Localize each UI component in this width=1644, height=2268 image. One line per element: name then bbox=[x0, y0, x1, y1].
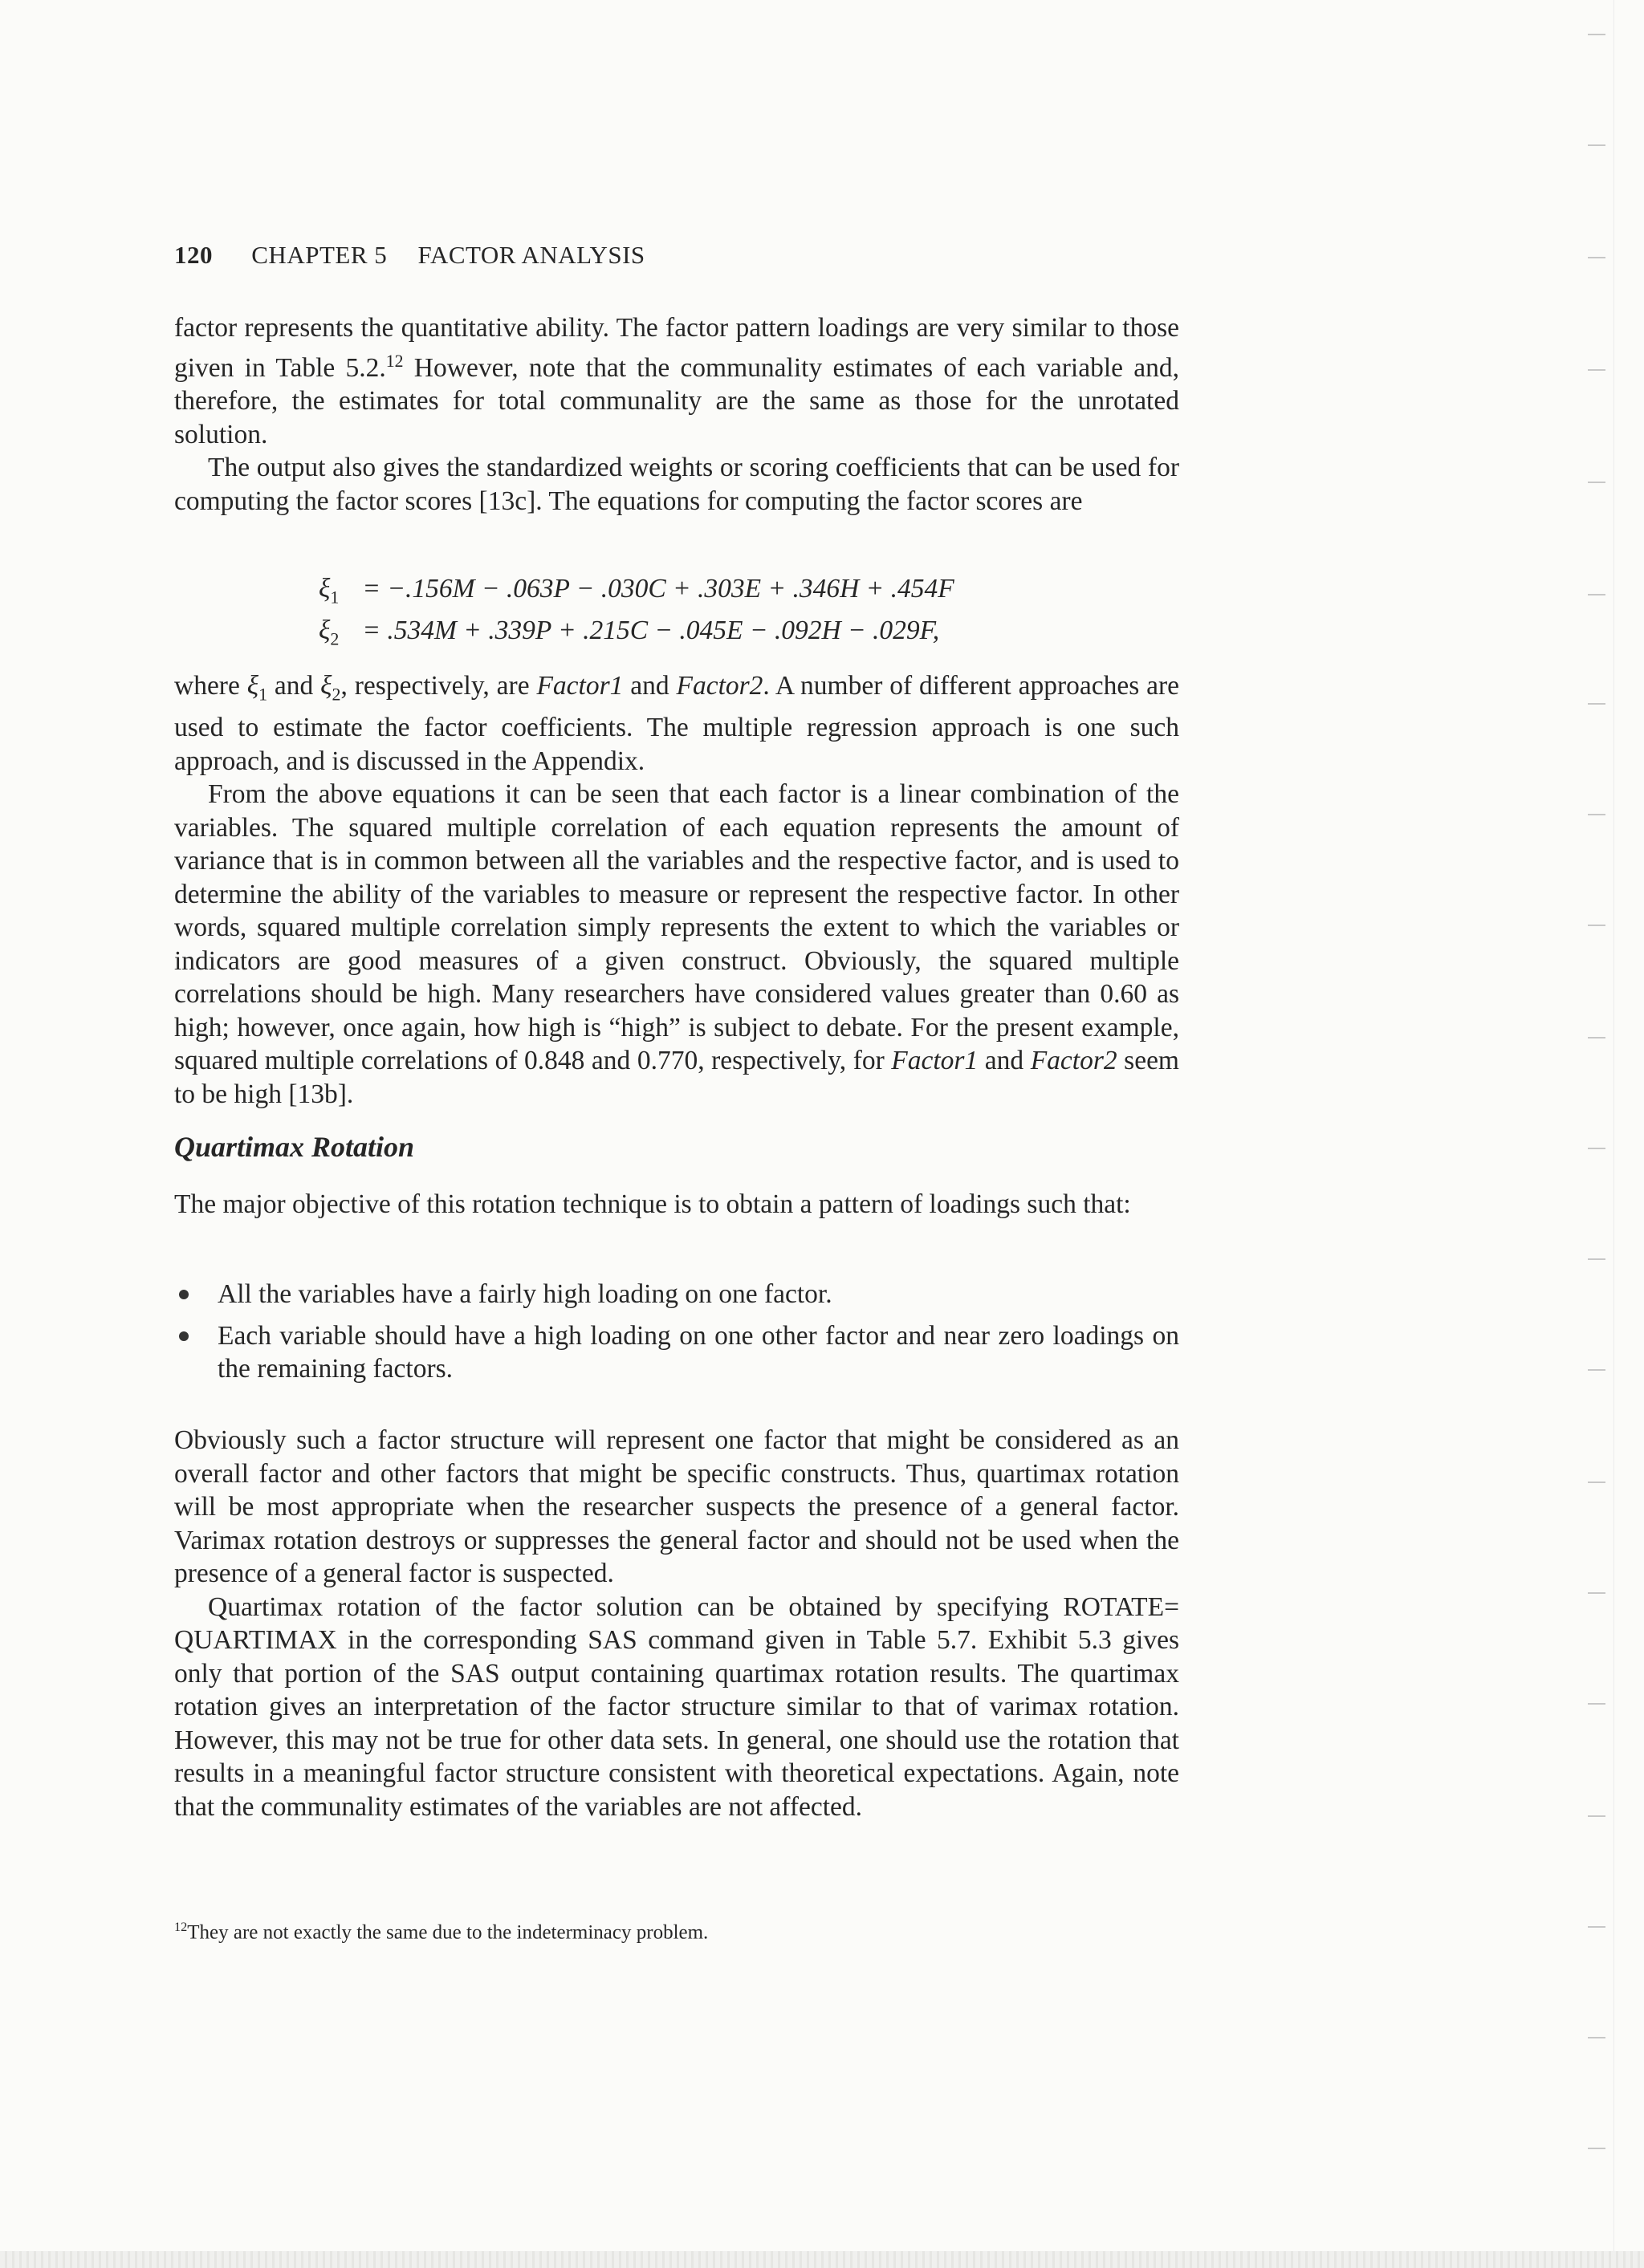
margin-mark bbox=[1588, 2148, 1605, 2149]
equation-1: $\xi_1 = -.156M - .063P - .030C + .303E + .346H + .454F$ bbox=[319, 574, 954, 608]
equation-2: $\xi_2 = .534M + .339P + .215C - .045E - .092H - .029F$, bbox=[319, 616, 940, 649]
paragraph-7: Quartimax rotation of the factor solution can be obtained by specifying ROTATE= QUARTIMAX in the corresponding SAS command given in Table 5.7. Exhibit 5.3 gives only that portion of the SAS output containing quartimax rotation results. The quartimax rotation gives an interpretation of the factor structure similar to that of varimax rotation. However, this may not be true for other data sets. In general, one should use the rotation that results in a meaningful factor structure consistent with theoretical expectations. Again, note that the communality estimates of the variables are not affected. bbox=[174, 1591, 1179, 1822]
bullet-dot bbox=[179, 1331, 189, 1341]
margin-mark bbox=[1588, 482, 1605, 483]
margin-mark bbox=[1588, 1926, 1605, 1928]
footnote-ref: 12 bbox=[385, 351, 404, 371]
margin-mark bbox=[1588, 1369, 1605, 1371]
list-item: All the variables have a fairly high loading on one factor. bbox=[174, 1278, 1179, 1311]
body-text-intro bbox=[174, 1188, 1179, 1221]
footnote-text: They are not exactly the same due to the indeterminacy problem. bbox=[187, 1921, 709, 1944]
margin-mark bbox=[1588, 1148, 1605, 1149]
margin-mark bbox=[1588, 1592, 1605, 1594]
margin-mark bbox=[1588, 34, 1605, 35]
body-text-middle bbox=[174, 669, 1179, 1111]
margin-mark bbox=[1588, 1482, 1605, 1483]
margin-mark bbox=[1588, 257, 1605, 258]
margin-mark bbox=[1588, 2037, 1605, 2038]
margin-mark bbox=[1588, 1815, 1605, 1817]
page-number: 120 bbox=[174, 241, 213, 269]
footnote-number: 12 bbox=[174, 1920, 188, 1934]
paragraph-2: The output also gives the standardized weights or scoring coefficients that can be used for computing the factor scores [13c]. The equations for computing the factor scores are bbox=[174, 453, 1179, 516]
margin-mark bbox=[1588, 703, 1605, 705]
running-header bbox=[174, 241, 645, 270]
section-heading: Quartimax Rotation bbox=[174, 1131, 415, 1163]
margin-mark bbox=[1588, 925, 1605, 926]
body-text-bottom bbox=[174, 1424, 1179, 1823]
margin-mark bbox=[1588, 144, 1605, 146]
margin-mark bbox=[1588, 369, 1605, 371]
chapter-title: FACTOR ANALYSIS bbox=[417, 241, 645, 269]
bullet-dot bbox=[179, 1290, 189, 1299]
list-item: Each variable should have a high loading on one other factor and near zero loadings on the remaining factors. bbox=[174, 1319, 1179, 1386]
paragraph-5: The major objective of this rotation technique is to obtain a pattern of loadings such that: bbox=[174, 1189, 1131, 1219]
footnote bbox=[174, 1920, 708, 1944]
paragraph-1: factor represents the quantitative ability. The factor pattern loadings are very similar to those given in Table 5.2.12 However, note that the communality estimates of each variable and, therefore, the estimates for total communality are the same as those for the unrotated solution. bbox=[174, 313, 1179, 449]
margin-mark bbox=[1588, 1703, 1605, 1705]
margin-mark bbox=[1588, 1258, 1605, 1260]
paragraph-3: where $\xi_1$ and $\xi_2$, respectively, are Factor1 and Factor2. A number of different approaches are used to estimate the factor coefficients. The multiple regression approach is one such approach, and is discussed in the Appendix. bbox=[174, 671, 1179, 776]
paragraph-4: From the above equations it can be seen that each factor is a linear combination of the variables. The squared multiple correlation of each equation represents the amount of variance that is in common between all the variables and the respective factor, and is used to determine the ability of the variables to measure or represent the respective factor. In other words, squared multiple correlation simply represents the extent to which the variables or indicators are good measures of a given construct. Obviously, the squared multiple correlations should be high. Many researchers have considered values greater than 0.60 as high; however, once again, how high is “high” is subject to debate. For the present example, squared multiple correlations of 0.848 and 0.770, respectively, for Factor1 and Factor2 seem to be high [13b]. bbox=[174, 779, 1179, 1109]
scan-edge-strip bbox=[0, 2251, 1644, 2268]
chapter-label: CHAPTER 5 bbox=[251, 241, 388, 269]
paragraph-6: Obviously such a factor structure will represent one factor that might be considered as an overall factor and other factors that might be specific constructs. Thus, quartimax rotation will be most appropriate when the researcher suspects the presence of a general factor. Varimax rotation destroys or suppresses the general factor and should not be used when the presence of a general factor is suspected. bbox=[174, 1425, 1179, 1588]
page-edge-line bbox=[1613, 0, 1614, 2268]
bullet-list bbox=[174, 1278, 1179, 1394]
margin-mark bbox=[1588, 594, 1605, 595]
margin-mark bbox=[1588, 1037, 1605, 1038]
margin-mark bbox=[1588, 814, 1605, 815]
body-text-top bbox=[174, 311, 1179, 518]
